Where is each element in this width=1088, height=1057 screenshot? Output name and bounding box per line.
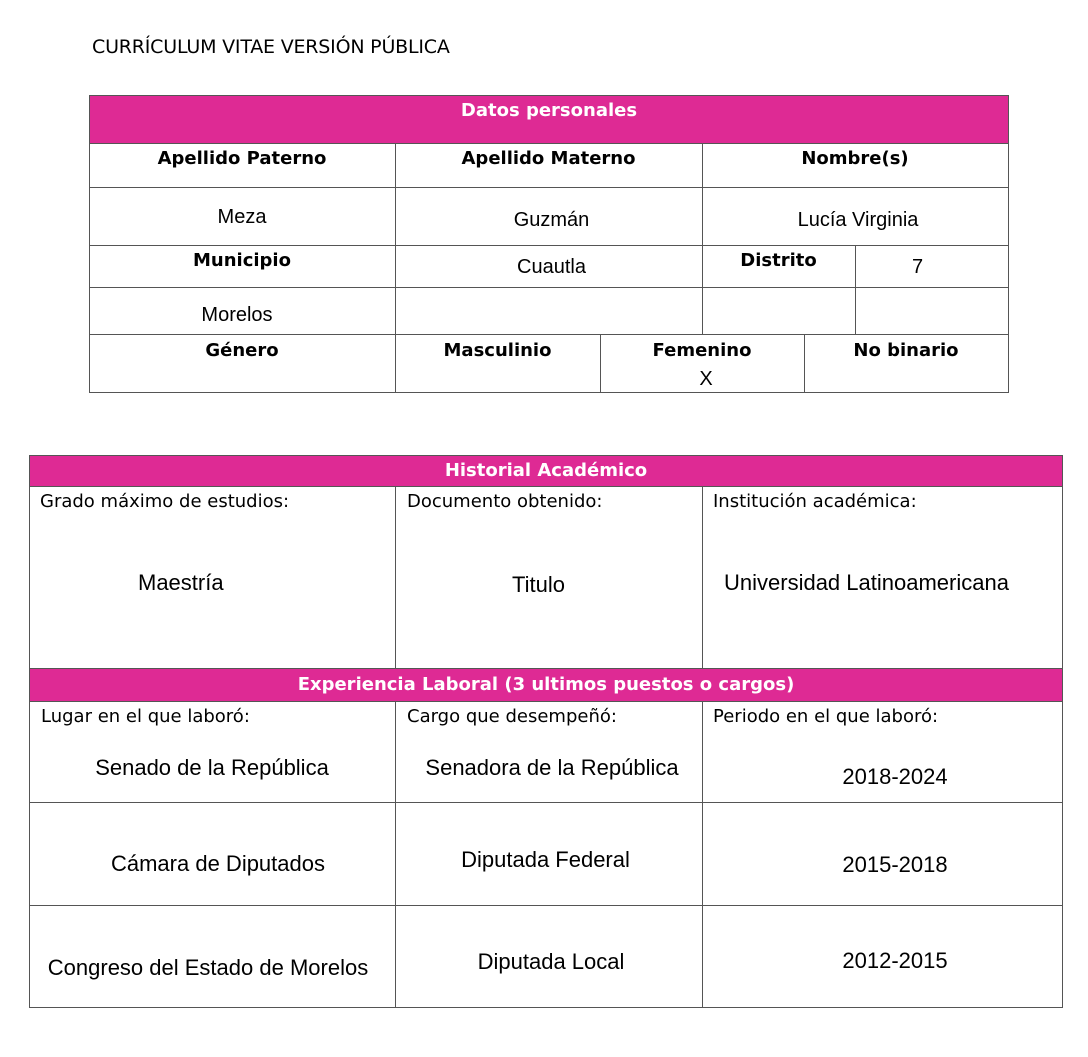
- personal-section-header: [89, 95, 1009, 143]
- value-municipio: Cuautla: [517, 256, 586, 278]
- experience-row-3-cargo: Diputada Local: [477, 949, 625, 974]
- header-genero: Género: [205, 340, 279, 361]
- value-grado: Maestría: [138, 570, 224, 595]
- document-title: CURRÍCULUM VITAE VERSIÓN PÚBLICA: [92, 36, 450, 58]
- header-distrito: Distrito: [740, 250, 817, 271]
- value-apellido-paterno: Meza: [217, 206, 267, 228]
- experience-row-1-lugar: Senado de la República: [95, 755, 329, 780]
- experience-row-3-periodo: 2012-2015: [842, 948, 948, 973]
- value-nombres: Lucía Virginia: [797, 209, 919, 231]
- header-municipio: Municipio: [193, 250, 291, 271]
- value-femenino-mark: X: [699, 368, 713, 390]
- header-masculino: Masculinio: [443, 340, 552, 361]
- value-institucion: Universidad Latinoamericana: [724, 570, 1009, 595]
- label-lugar: Lugar en el que laboró:: [41, 706, 250, 727]
- experience-row-2-lugar: Cámara de Diputados: [110, 851, 325, 876]
- header-femenino: Femenino: [652, 340, 752, 361]
- header-no-binario: No binario: [853, 340, 959, 361]
- header-apellido-paterno: Apellido Paterno: [157, 148, 327, 169]
- academic-section-header: [29, 455, 1063, 486]
- personal-section-title: Datos personales: [460, 100, 638, 121]
- label-periodo: Periodo en el que laboró:: [713, 706, 939, 727]
- header-apellido-materno: Apellido Materno: [461, 148, 636, 169]
- value-documento: Titulo: [512, 572, 565, 597]
- value-estado: Morelos: [201, 304, 273, 326]
- value-apellido-materno: Guzmán: [513, 209, 590, 231]
- experience-row-2-periodo: 2015-2018: [842, 852, 948, 877]
- label-grado: Grado máximo de estudios:: [40, 491, 290, 512]
- value-distrito: 7: [911, 256, 924, 278]
- experience-section-header: [29, 669, 1063, 701]
- experience-section-title: Experiencia Laboral (3 ultimos puestos o cargos): [297, 674, 795, 695]
- experience-row-2-cargo: Diputada Federal: [461, 847, 630, 872]
- experience-row-3-lugar: Congreso del Estado de Morelos: [47, 955, 369, 980]
- label-institucion: Institución académica:: [713, 491, 917, 512]
- academic-section-title: Historial Académico: [444, 460, 648, 481]
- experience-row-1-periodo: 2018-2024: [842, 764, 948, 789]
- header-nombres: Nombre(s): [801, 148, 909, 169]
- label-cargo: Cargo que desempeñó:: [407, 706, 617, 727]
- label-documento: Documento obtenido:: [407, 491, 603, 512]
- experience-row-1-cargo: Senadora de la República: [425, 755, 679, 780]
